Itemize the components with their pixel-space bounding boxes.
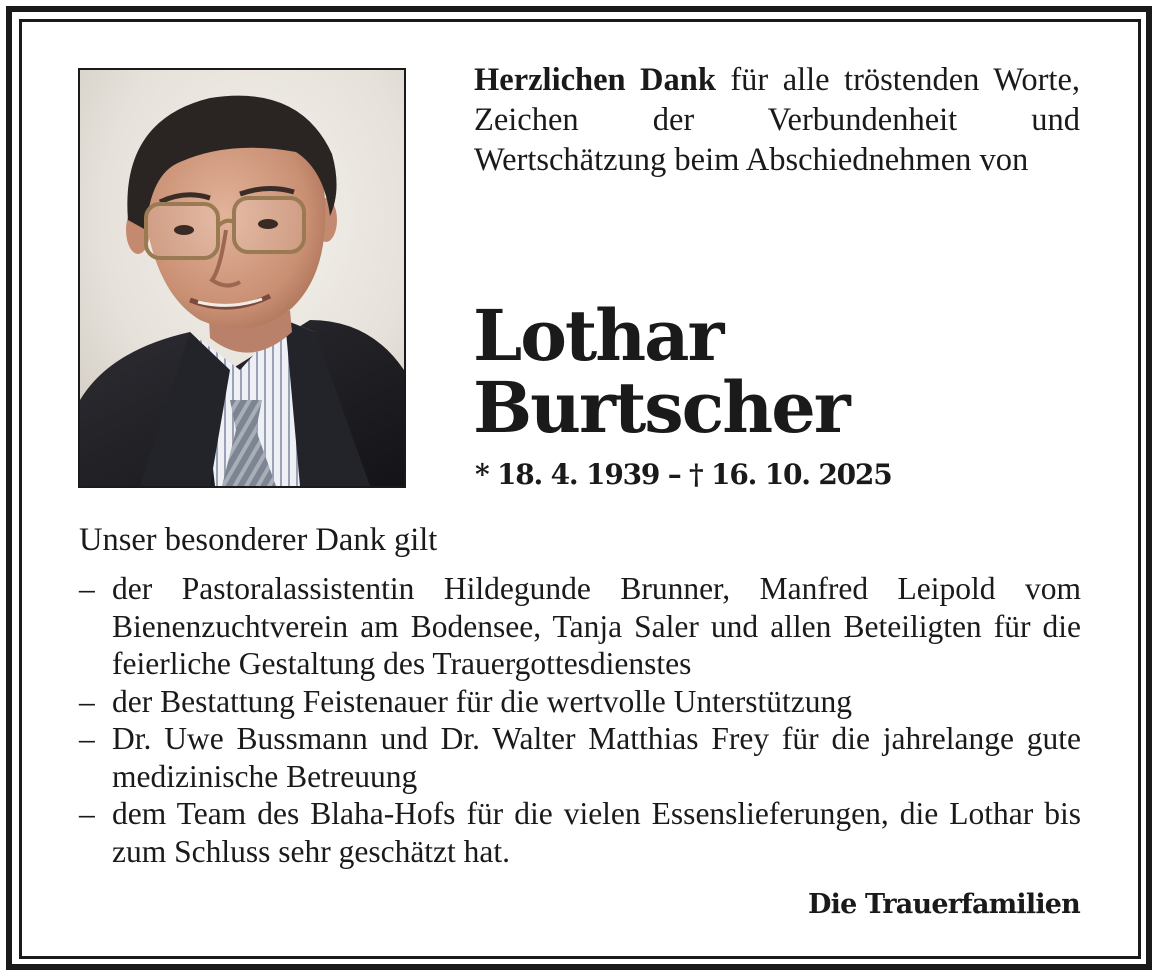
list-item-text: der Bestattung Feistenauer für die wertvolle Unterstützung bbox=[112, 683, 853, 719]
list-item-text: dem Team des Blaha-Hofs für die vielen Essenslieferungen, die Lothar bis zum Schluss sehr geschätzt hat. bbox=[112, 796, 1081, 869]
intro-bold: Herzlichen Dank bbox=[474, 62, 716, 98]
list-item bbox=[79, 570, 1081, 683]
signature: Die Trauerfamilien bbox=[808, 889, 1080, 920]
deceased-name bbox=[473, 294, 849, 449]
list-item-text: Dr. Uwe Bussmann und Dr. Walter Matthias Frey für die jahrelange gute medizinische Betreuung bbox=[112, 721, 1081, 794]
list-item-text: der Pastoralassistentin Hildegunde Brunner, Manfred Leipold vom Bienenzuchtverein am Bodensee, Tanja Saler und allen Beteiligten für die feierliche Gestaltung des Trauergottesdienstes bbox=[112, 571, 1081, 681]
dash-bullet: – bbox=[79, 571, 95, 606]
intro-body: für alle tröstenden Worte, Zeichen der Verbundenheit und Wertschätzung beim Abschiednehmen von bbox=[474, 62, 1080, 178]
thanks-heading: Unser besonderer Dank gilt bbox=[79, 522, 438, 558]
list-item bbox=[79, 795, 1081, 870]
thanks-list bbox=[79, 570, 1081, 870]
last-name: Burtscher bbox=[473, 366, 849, 449]
dash-bullet: – bbox=[79, 796, 95, 831]
list-item bbox=[79, 683, 1081, 721]
list-item bbox=[79, 720, 1081, 795]
portrait-photo bbox=[78, 68, 406, 488]
intro-text bbox=[474, 60, 1080, 180]
life-dates: * 18. 4. 1939 – † 16. 10. 2025 bbox=[475, 458, 892, 491]
dash-bullet: – bbox=[79, 721, 95, 756]
first-name: Lothar bbox=[473, 294, 723, 377]
dash-bullet: – bbox=[79, 683, 95, 719]
